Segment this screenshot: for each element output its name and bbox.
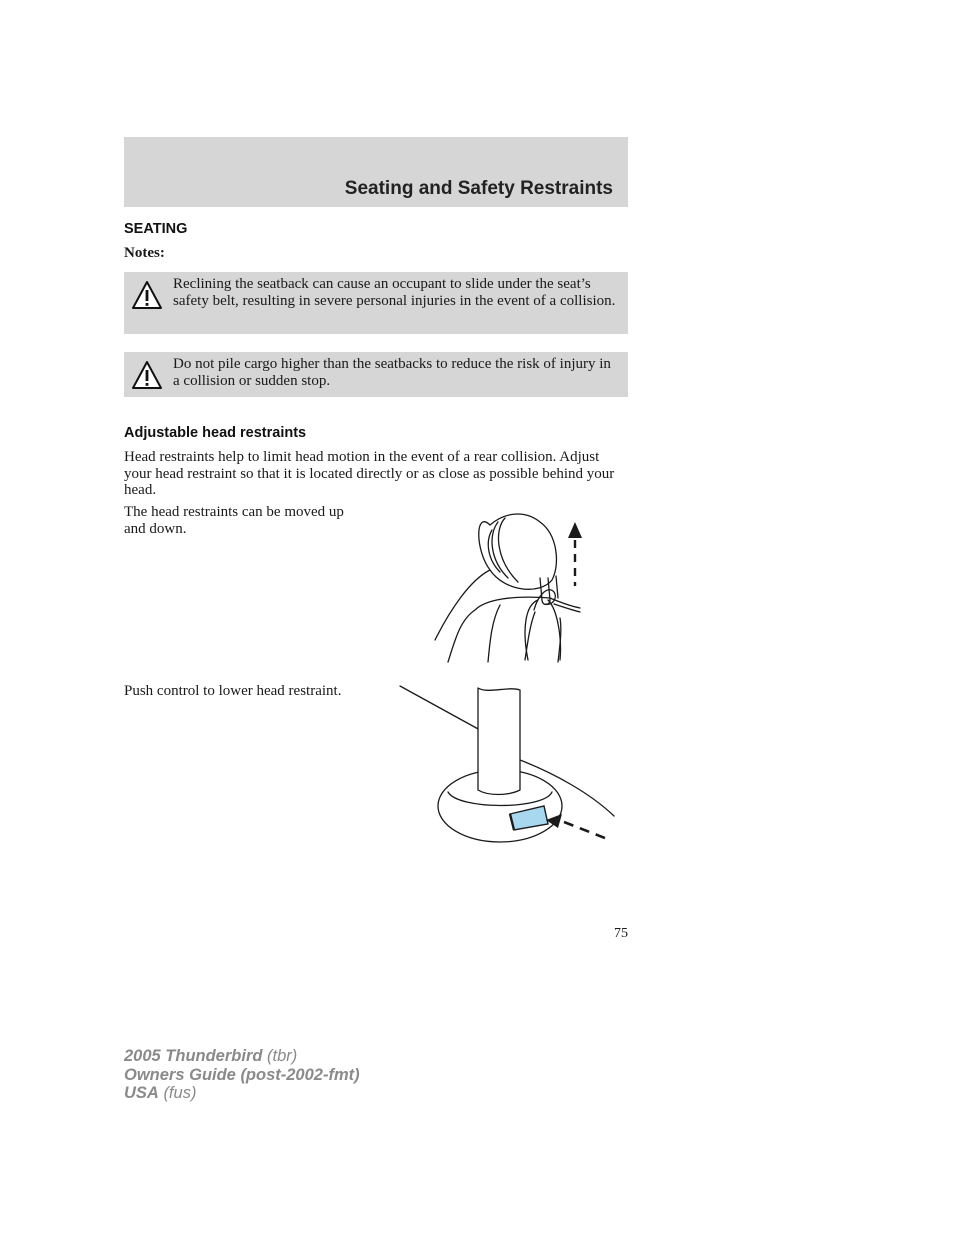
warning-triangle-icon — [131, 280, 163, 310]
footer-model: 2005 Thunderbird — [124, 1047, 263, 1065]
footer-market: USA — [124, 1084, 159, 1102]
step2-text: Push control to lower head restraint. — [124, 683, 342, 699]
section-title: Seating and Safety Restraints — [344, 178, 613, 199]
head-restraint-adjust-illustration — [430, 500, 590, 670]
footer-guide: Owners Guide (post-2002-fmt) — [124, 1065, 360, 1084]
intro-paragraph: Head restraints help to limit head motion in the event of a rear collision. Adjust your head restraint so that it is located directly or as close as possible behind your head. — [124, 449, 615, 498]
section-heading: SEATING — [124, 221, 188, 237]
warning-box — [124, 352, 628, 397]
warning-triangle-icon — [131, 360, 163, 390]
warning-text: Reclining the seatback can cause an occupant to slide under the seat’s safety belt, resulting in severe personal injuries in the event of a collision. — [173, 276, 616, 309]
footer — [124, 1047, 360, 1103]
subheading: Adjustable head restraints — [124, 425, 307, 441]
head-restraint-control-illustration — [396, 682, 618, 852]
notes-label: Notes: — [124, 245, 165, 261]
footer-market-code: (fus) — [163, 1084, 197, 1102]
step1-text: The head restraints can be moved up and down. — [124, 504, 344, 537]
warning-text: Do not pile cargo higher than the seatbacks to reduce the risk of injury in a collision or sudden stop. — [173, 356, 611, 389]
page-number: 75 — [614, 926, 628, 941]
warning-box — [124, 272, 628, 334]
footer-model-code: (tbr) — [267, 1047, 298, 1065]
